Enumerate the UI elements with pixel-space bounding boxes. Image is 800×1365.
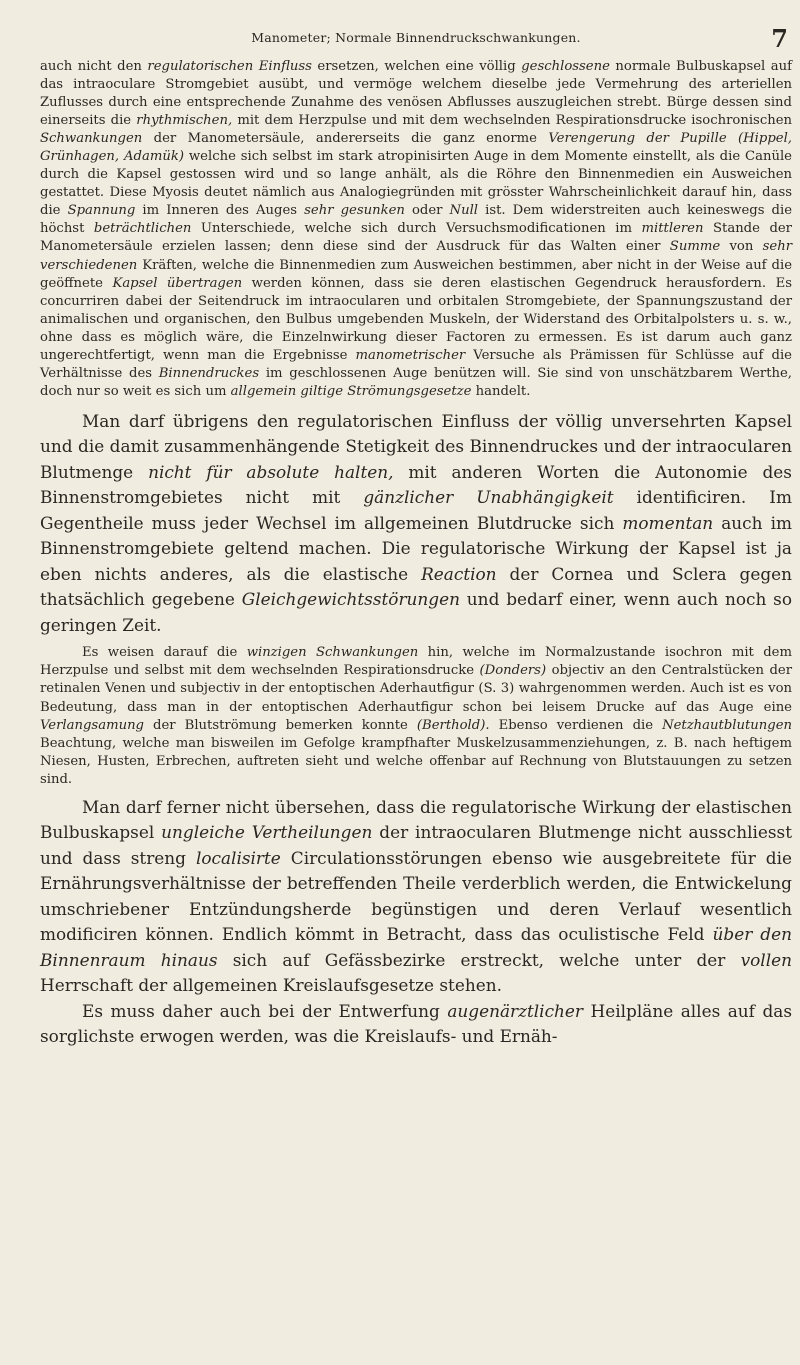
text-run: Es muss daher auch bei der Entwerfung: [82, 1000, 448, 1021]
text-run: von: [720, 239, 763, 255]
text-run: sich auf Gefässbezirke erstreckt, welche unter der: [217, 949, 741, 970]
emphasis-text: ungleiche Vertheilungen: [161, 822, 373, 843]
emphasis-text: sehr gesunken: [304, 203, 405, 219]
text-run: der intraocularen Blutmenge nicht ausschliesst und dass streng: [40, 822, 793, 868]
text-run: der Cornea und Sclera gegen thatsächlich gegebene: [40, 563, 792, 610]
running-title: Manometer; Normale Binnendruckschwankungen.: [251, 30, 581, 45]
emphasis-text: momentan: [622, 512, 714, 533]
text-run: Unterschiede, welche sich durch Versuchsmodificationen im: [191, 221, 642, 237]
text-run: Man darf ferner nicht übersehen, dass die regulatorische Wirkung der elastischen Bulbuskapsel: [40, 796, 792, 843]
emphasis-text: Kapsel übertragen: [112, 275, 243, 291]
emphasis-text: manometrischer: [355, 347, 466, 363]
paragraph-autonomy-binnenstromgebiet: [40, 409, 792, 639]
paragraph-ungleiche-vertheilungen: [40, 795, 792, 999]
text-run: Stande der Manometersäule erzielen lassen; denn diese sind der Ausdruck für das Walten einer: [40, 221, 792, 255]
emphasis-text: Schwankungen: [40, 131, 143, 147]
text-run: Beachtung, welche man bisweilen im Gefolge krampfhafter Muskelzusammenziehungen, z. B. nach heftigem Niesen, Husten, Erbrechen, auftreten sieht und welche offenbar auf Rechnung von Blutstauungen zu setzen sind.: [40, 735, 792, 787]
emphasis-text: nicht für absolute halten,: [148, 461, 394, 482]
emphasis-text: vollen: [740, 949, 792, 970]
emphasis-text: Verlangsamung: [40, 717, 144, 733]
text-run: auch nicht den: [40, 59, 148, 74]
emphasis-text: beträchtlichen: [93, 221, 192, 237]
emphasis-text: winzigen Schwankungen: [246, 645, 419, 661]
emphasis-text: geschlossene: [521, 59, 610, 74]
paragraph-manometer-regulation: [40, 58, 792, 401]
text-run: im geschlossenen Auge benützen will. Sie sind von unschätzbarem Werthe, doch nur so weit es sich um: [40, 365, 792, 399]
text-run: mit anderen Worten die Autonomie des Binnenstromgebietes nicht mit: [40, 461, 792, 508]
emphasis-text: regulatorischen Einfluss: [147, 59, 312, 74]
text-run: oder: [404, 203, 450, 219]
text-run: hin, welche im Normalzustande isochron mit dem Herzpulse und selbst mit dem wechselnden Respirationsdrucke: [40, 645, 792, 679]
text-run: und bedarf einer, wenn auch noch so geringen Zeit.: [40, 589, 793, 635]
text-run: im Inneren des Auges: [135, 203, 305, 219]
text-run: der Blutströmung bemerken konnte: [144, 717, 417, 733]
emphasis-text: allgemein giltige Strömungsgesetze: [230, 383, 472, 399]
emphasis-text: rhythmischen,: [136, 113, 233, 129]
text-run: Heilpläne alles auf das sorglichste erwogen werden, was die Kreislaufs- und Ernäh-: [40, 1000, 792, 1047]
page-number: 7: [771, 24, 788, 53]
text-run: Circulationsstörungen ebenso wie ausgebreitete für die Ernährungsverhältnisse der betreffenden Theile verderblich werden, die Entwickelung umschriebener Entzündungsherde begünstigen und deren Verlauf wesentlich modificiren können. Endlich kömmt in Betracht, dass das oculistische Feld: [40, 847, 792, 945]
emphasis-text: Null: [449, 203, 479, 219]
page-header: [40, 24, 792, 58]
emphasis-text: Gleichgewichtsstörungen: [241, 589, 460, 610]
emphasis-text: augenärztlicher: [447, 1000, 583, 1021]
text-run: werden können, dass sie deren elastischen Gegendruck herausfordern. Es concurriren dabei der Seitendruck im intraocularen und orbitalen Stromgebiete, der Spannungszustand der animalischen und organischen, den Bulbus umgebenden Muskeln, der Widerstand des Orbitalpolsters u. s. w., ohne dass es möglich wäre, die Einzelnwirkung dieser Factoren zu ermessen. Es ist darum auch ganz ungerechtfertigt, wenn man die Ergebnisse: [40, 275, 792, 363]
text-run: ist. Dem widerstreiten auch keineswegs die höchst: [40, 203, 793, 237]
paragraph-small-print-schwankungen: [40, 644, 792, 788]
text-run: der Manometersäule, andererseits die ganz enorme: [142, 131, 549, 147]
emphasis-text: Spannung: [67, 203, 136, 219]
emphasis-text: sehr verschiedenen: [40, 239, 792, 273]
text-run: Herrschaft der allgemeinen Kreislaufsgesetze stehen.: [40, 975, 502, 996]
paragraph-heilplaene: [40, 999, 792, 1050]
text-run: welche sich selbst im stark atropinisirten Auge in dem Momente einstellt, als die Canüle durch die Kapsel gestossen wird und so lange anhält, als die Röhre den Binnenmedien ein Ausweichen gestattet. Diese Myosis deutet nämlich aus Analogiegründen mit grösster Wahrscheinlichkeit darauf hin, dass die: [40, 149, 792, 219]
text-run: Versuche als Prämissen für Schlüsse auf die Verhältnisse des: [40, 347, 792, 381]
text-run: objectiv an den Centralstücken der retinalen Venen und subjectiv in der entoptischen Aderhautfigur (S. 3) wahrgenommen werden. Auch ist es von Bedeutung, dass man in der entoptischen Aderhautfigur schon bei leisem Drucke auf das Auge eine: [40, 663, 792, 715]
emphasis-text: Binnendruckes: [158, 365, 260, 381]
emphasis-text: Reaction: [421, 563, 497, 584]
text-run: Ebenso verdienen die: [489, 717, 663, 733]
emphasis-text: Verengerung der Pupille (Hippel, Grünhagen, Adamük): [40, 131, 792, 165]
emphasis-text: Netzhautblutungen: [662, 717, 792, 733]
emphasis-text: mittleren: [641, 221, 704, 237]
emphasis-text: über den Binnenraum hinaus: [40, 924, 792, 970]
text-run: Man darf übrigens den regulatorischen Einfluss der völlig unversehrten Kapsel und die damit zusammenhängende Stetigkeit des Binnendruckes und der intraocularen Blutmenge: [40, 410, 792, 482]
text-run: mit dem Herzpulse und mit dem wechselnden Respirationsdrucke isochronischen: [232, 113, 792, 129]
emphasis-text: localisirte: [195, 847, 281, 868]
text-run: handelt.: [471, 383, 531, 399]
text-run: ersetzen, welchen eine völlig: [311, 59, 522, 74]
text-run: identificiren. Im Gegentheile muss jeder Wechsel im allgemeinen Blutdrucke sich: [40, 487, 792, 533]
text-run: auch im Binnenstromgebiete geltend machen. Die regulatorische Wirkung der Kapsel ist ja eben nichts anderes, als die elastische: [40, 512, 792, 584]
text-run: Kräften, welche die Binnenmedien zum Ausweichen bestimmen, aber nicht in der Weise auf die geöffnete: [40, 257, 792, 291]
page-body: [40, 58, 792, 1050]
emphasis-text: Summe: [669, 239, 721, 255]
text-run: normale Bulbuskapsel auf das intraoculare Stromgebiet ausübt, und vermöge welchem dieselbe jede Vermehrung des arteriellen Zuflusses durch eine entsprechende Zunahme des venösen Abflusses auszugleichen strebt. Bürge dessen sind einerseits die: [40, 59, 792, 129]
emphasis-text: (Berthold).: [416, 717, 490, 733]
text-run: Es weisen darauf die: [82, 645, 247, 661]
emphasis-text: gänzlicher Unabhängigkeit: [363, 487, 614, 508]
emphasis-text: (Donders): [479, 663, 547, 679]
